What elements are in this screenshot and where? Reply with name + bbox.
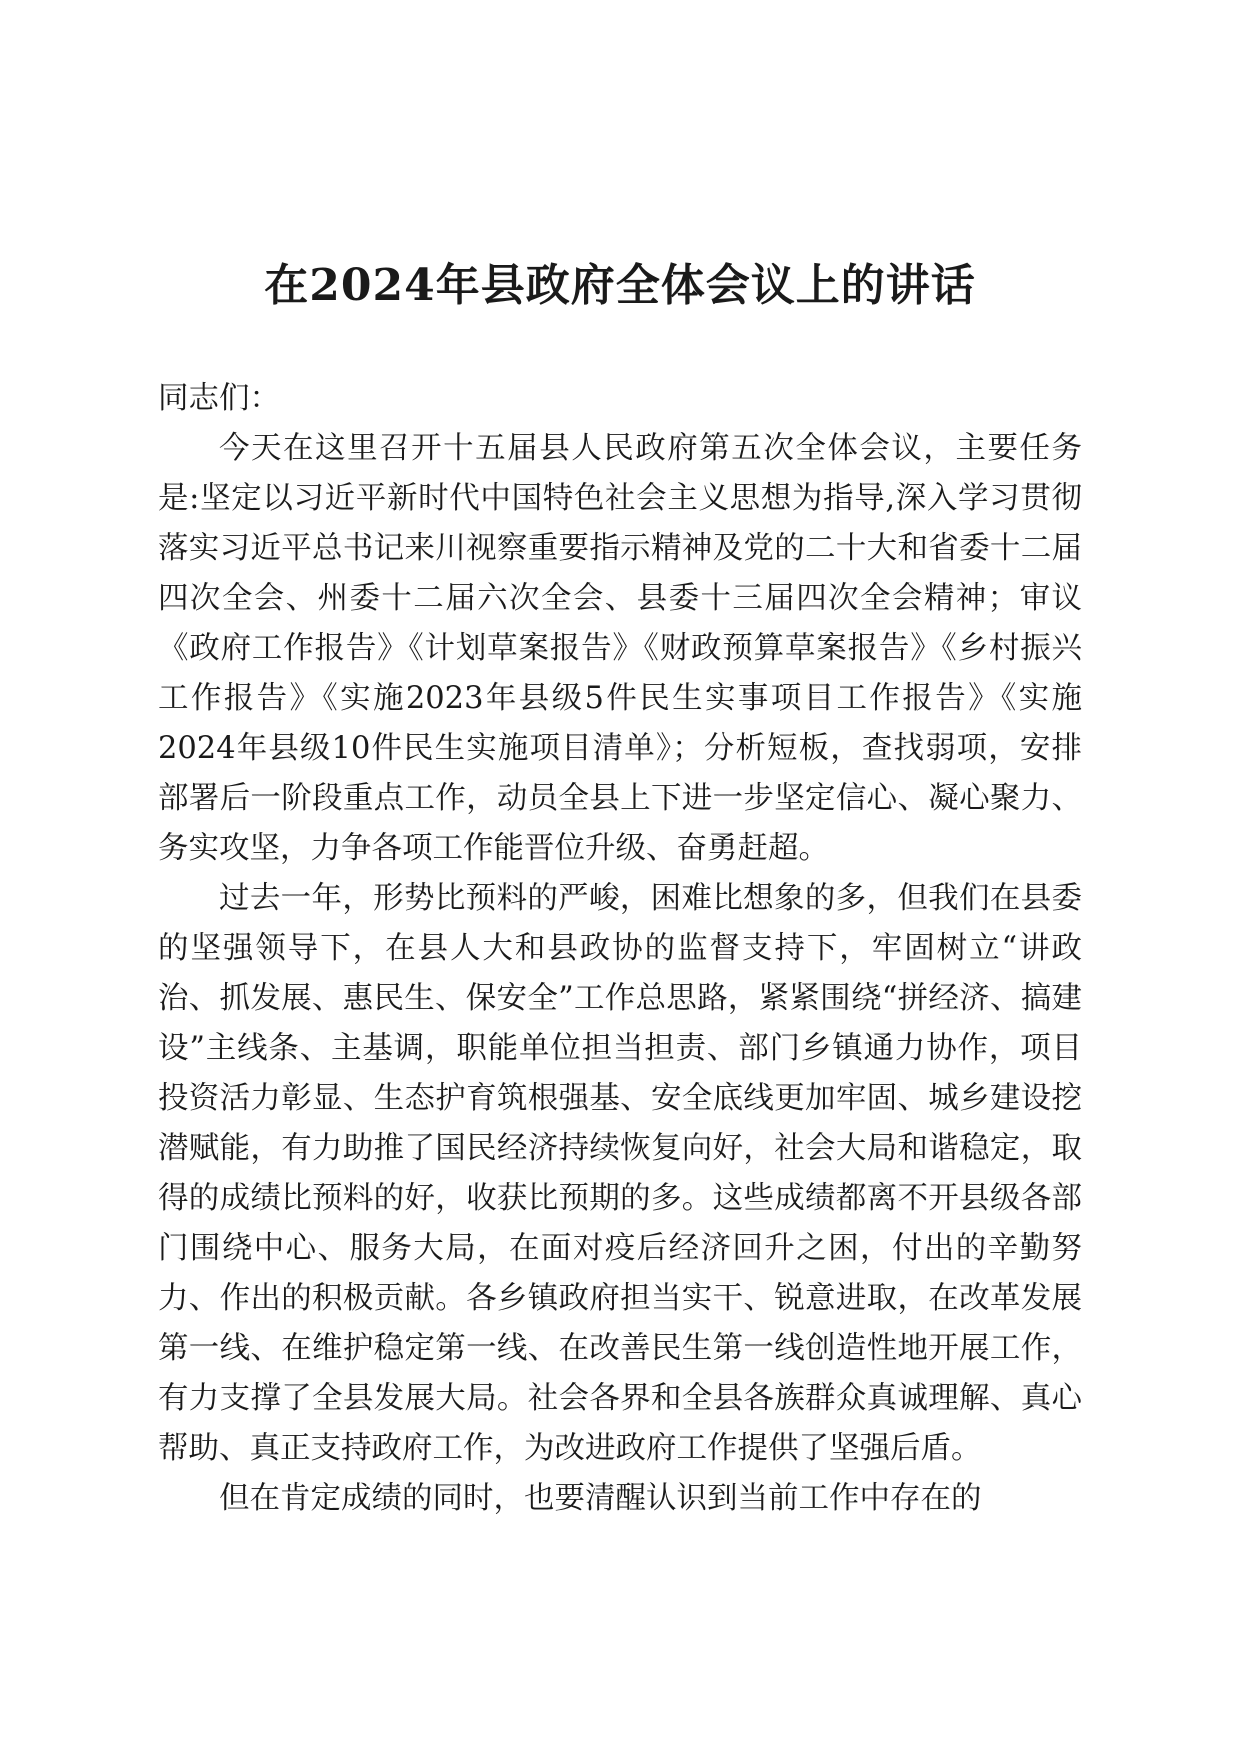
paragraph-1: 今天在这里召开十五届县人民政府第五次全体会议，主要任务是:坚定以习近平新时代中国特色社会主义思想为指导,深入学习贯彻落实习近平总书记来川视察重要指示精神及党的二十大和省委十二届四次全会、州委十二届六次全会、县委十三届四次全会精神；审议《政府工作报告》《计划草案报告》《财政预算草案报告》《乡村振兴工作报告》《实施2023年县级5件民生实事项目工作报告》《实施2024年县级10件民生实施项目清单》；分析短板，查找弱项，安排部署后一阶段重点工作，动员全县上下进一步坚定信心、凝心聚力、务实攻坚，力争各项工作能晋位升级、奋勇赶超。 bbox=[158, 431, 1082, 866]
salutation: 同志们： bbox=[158, 381, 280, 416]
document-body bbox=[158, 374, 1082, 1524]
paragraph-2: 过去一年，形势比预料的严峻，困难比想象的多，但我们在县委的坚强领导下，在县人大和县政协的监督支持下，牢固树立“讲政治、抓发展、惠民生、保安全”工作总思路，紧紧围绕“拼经济、搞建设”主线条、主基调，职能单位担当担责、部门乡镇通力协作，项目投资活力彰显、生态护育筑根强基、安全底线更加牢固、城乡建设挖潜赋能，有力助推了国民经济持续恢复向好，社会大局和谐稳定，取得的成绩比预料的好，收获比预期的多。这些成绩都离不开县级各部门围绕中心、服务大局，在面对疫后经济回升之困，付出的辛勤努力、作出的积极贡献。各乡镇政府担当实干、锐意进取，在改革发展第一线、在维护稳定第一线、在改善民生第一线创造性地开展工作，有力支撑了全县发展大局。社会各界和全县各族群众真诚理解、真心帮助、真正支持政府工作，为改进政府工作提供了坚强后盾。 bbox=[158, 881, 1082, 1466]
document-title: 在2024年县政府全体会议上的讲话 bbox=[264, 260, 976, 311]
paragraph-3: 但在肯定成绩的同时，也要清醒认识到当前工作中存在的 bbox=[219, 1481, 982, 1516]
